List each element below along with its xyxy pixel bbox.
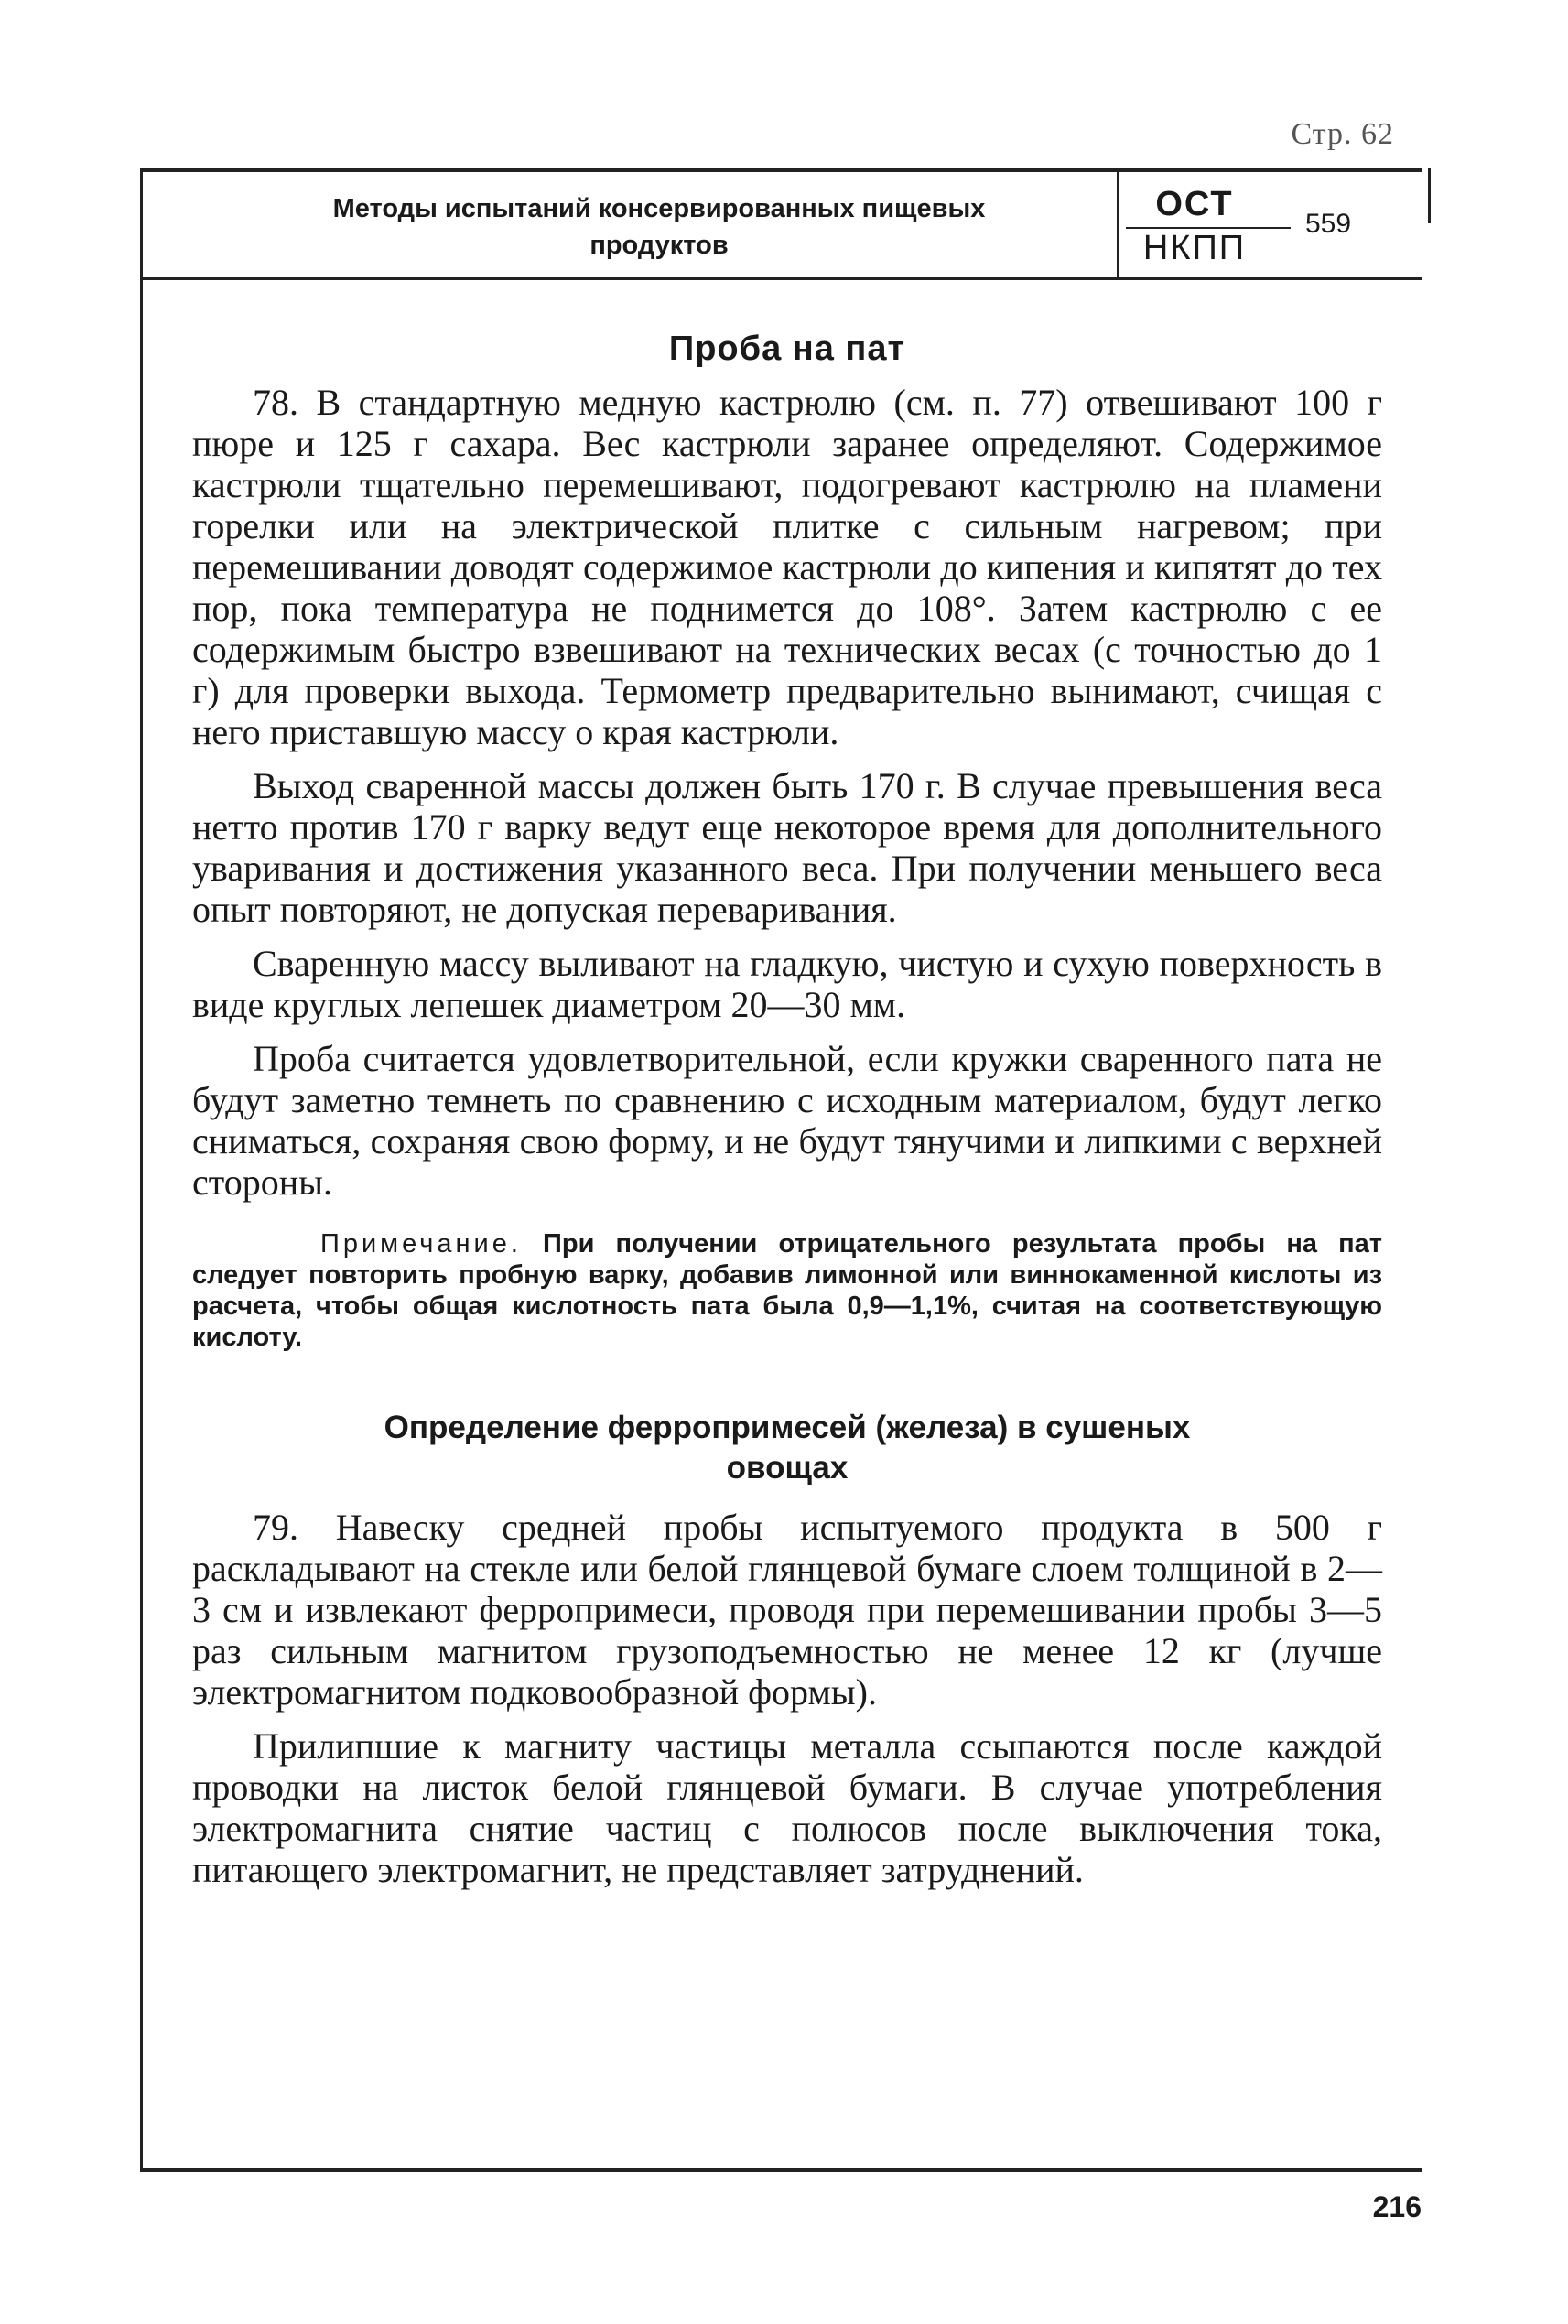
- note-text: При получении отрицательного результата пробы на пат следует повторить пробную варку, добавив лимонной или виннокаменной кислоты из расчета, чтобы общая кислотность пата была 0,9—1,1%, считая на соответствующую кислоту.: [192, 1229, 1382, 1352]
- header-top-rule: [140, 168, 1422, 172]
- standard-number: 559: [1305, 209, 1352, 239]
- header-divider: [1117, 172, 1119, 277]
- page-number-bottom: 216: [1372, 2190, 1422, 2223]
- note: [192, 1228, 1382, 1353]
- document-title-line-2: продуктов: [589, 231, 729, 260]
- document-title-line-1: Методы испытаний консервированных пищевых: [332, 194, 986, 223]
- paragraph-pouring: Сваренную массу выливают на гладкую, чистую и сухую поверхность в виде круглых лепешек диаметром 20—30 мм.: [192, 943, 1382, 1025]
- paragraph-magnet: Прилипшие к магниту частицы металла ссыпаются после каждой проводки на листок белой глянцевой бумаги. В случае употребления электромагнита снятие частиц с полюсов после выключения тока, питающего электромагнит, не представляет затруднений.: [192, 1725, 1382, 1890]
- paragraph-79: 79. Навеску средней пробы испытуемого продукта в 500 г раскладывают на стекле или белой глянцевой бумаге слоем толщиной в 2—3 см и извлекают ферропримеси, проводя при перемешивании пробы 3—5 раз сильным магнитом грузоподъемностью не менее 12 кг (лучше электромагнитом подковообразной формы).: [192, 1507, 1382, 1713]
- paragraph-78: 78. В стандартную медную кастрюлю (см. п. 77) отвешивают 100 г пюре и 125 г сахара. Вес кастрюли заранее определяют. Содержимое кастрюли тщательно перемешивают, подогревают кастрюлю на пламени горелки или на электрической плитке с сильным нагревом; при перемешивании доводят содержимое кастрюли до кипения и кипятят до тех пор, пока температура не поднимется до 108°. Затем кастрюлю с ее содержимым быстро взвешивают на технических весах (с точностью до 1 г) для проверки выхода. Термометр предварительно вынимают, счищая с него приставшую массу о края кастрюли.: [192, 382, 1382, 752]
- section-2-title: Определение ферропримесей (железа) в сушеных овощах: [384, 1410, 1191, 1486]
- paragraph-yield: Выход сваренной массы должен быть 170 г. В случае превышения веса нетто против 170 г варку ведут еще некоторое время для дополнительного уваривания и достижения указанного веса. При получении меньшего веса опыт повторяют, не допуская переваривания.: [192, 765, 1382, 930]
- section-1-title: Проба на пат: [668, 330, 906, 368]
- document-title: [220, 190, 1098, 264]
- paragraph-evaluation: Проба считается удовлетворительной, если кружки сваренного пата не будут заметно темнеть по сравнению с исходным материалом, будут легко сниматься, сохраняя свою форму, и не будут тянучими и липкими с верхней стороны.: [192, 1038, 1382, 1203]
- frame-right-mark: [1428, 168, 1431, 223]
- page-number-top: Стр. 62: [1291, 117, 1394, 151]
- note-label: Примечание.: [320, 1229, 522, 1259]
- frame-left-rule: [140, 168, 143, 2168]
- header-bottom-rule: [140, 277, 1422, 280]
- standard-top: ОСТ: [1155, 185, 1234, 223]
- standard-bottom: НКПП: [1142, 229, 1247, 267]
- page-content: [192, 330, 1382, 1903]
- footer-rule: [140, 2168, 1422, 2172]
- standard-designation: [1126, 183, 1400, 275]
